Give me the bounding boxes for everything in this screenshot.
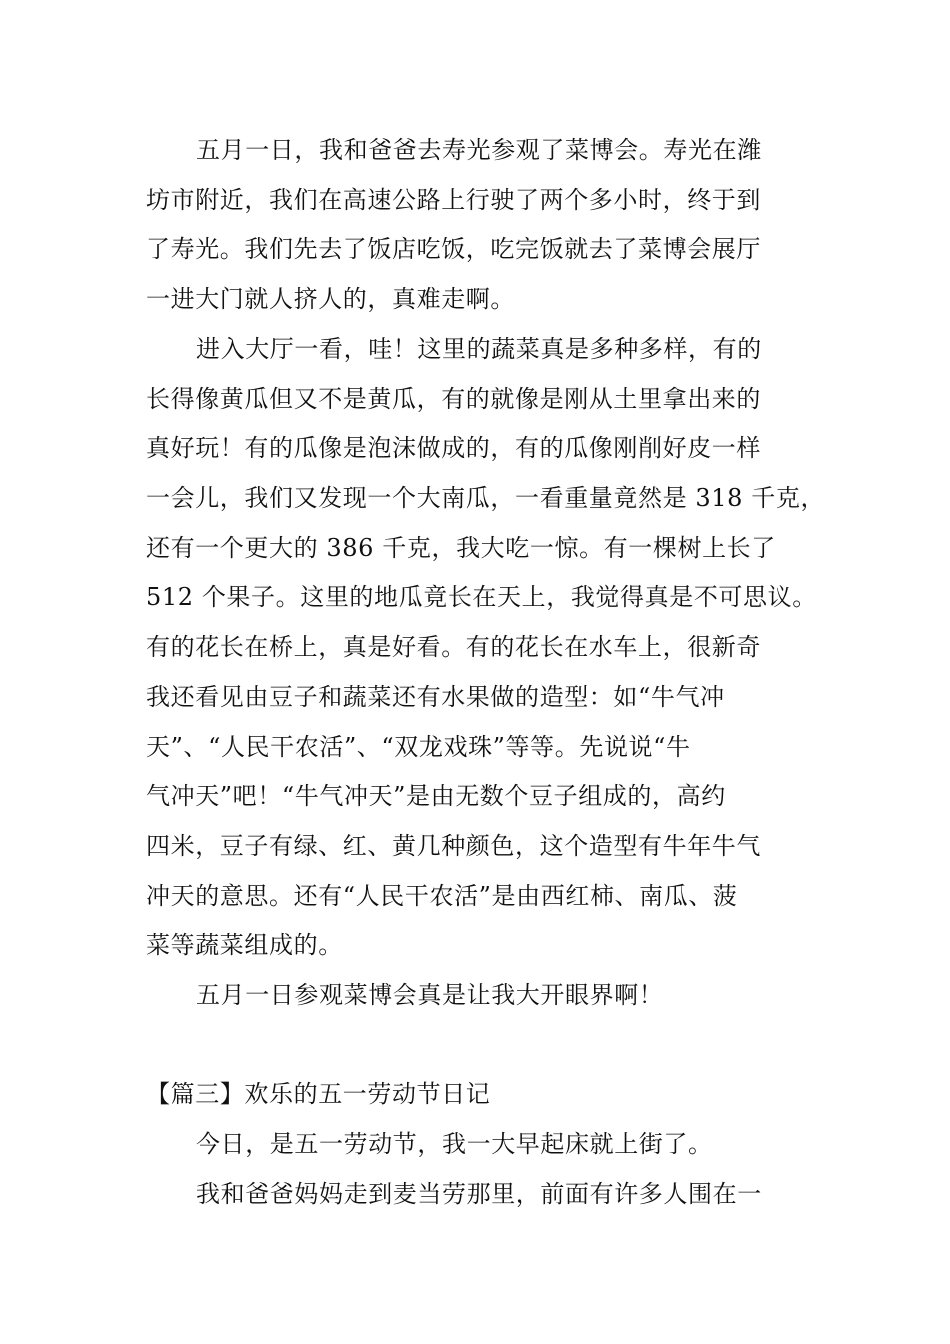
paragraph-3-line-1: 五月一日参观菜博会真是让我大开眼界啊！ <box>196 981 664 1009</box>
paragraph-2-line-3: 真好玩！有的瓜像是泡沫做成的，有的瓜像刚削好皮一样 <box>146 434 761 462</box>
paragraph-2-line-4: 一会儿，我们又发现一个大南瓜，一看重量竟然是 318 千克， <box>146 484 826 512</box>
paragraph-2-line-8: 我还看见由豆子和蔬菜还有水果做的造型：如“牛气冲 <box>146 683 725 711</box>
paragraph-2-line-2: 长得像黄瓜但又不是黄瓜，有的就像是刚从土里拿出来的 <box>146 385 761 413</box>
paragraph-2-line-11: 四米，豆子有绿、红、黄几种颜色，这个造型有牛年牛气 <box>146 832 761 860</box>
paragraph-1-line-4: 一进大门就人挤人的，真难走啊。 <box>146 285 515 313</box>
paragraph-1-line-2: 坊市附近，我们在高速公路上行驶了两个多小时，终于到 <box>146 186 761 214</box>
paragraph-5-line-1: 我和爸爸妈妈走到麦当劳那里，前面有许多人围在一 <box>196 1180 762 1208</box>
paragraph-2-line-9: 天”、“人民干农活”、“双龙戏珠”等等。先说说“牛 <box>146 733 691 761</box>
paragraph-2-line-5: 还有一个更大的 386 千克，我大吃一惊。有一棵树上长了 <box>146 534 776 562</box>
paragraph-4-line-1: 今日，是五一劳动节，我一大早起床就上街了。 <box>196 1130 713 1158</box>
section-heading: 【篇三】欢乐的五一劳动节日记 <box>146 1080 491 1108</box>
paragraph-2-line-7: 有的花长在桥上，真是好看。有的花长在水车上，很新奇 <box>146 633 761 661</box>
paragraph-1-line-3: 了寿光。我们先去了饭店吃饭，吃完饭就去了菜博会展厅 <box>146 235 761 263</box>
paragraph-2-line-13: 菜等蔬菜组成的。 <box>146 931 343 959</box>
paragraph-2-line-12: 冲天的意思。还有“人民干农活”是由西红柿、南瓜、菠 <box>146 882 738 910</box>
paragraph-2-line-1: 进入大厅一看，哇！这里的蔬菜真是多种多样，有的 <box>196 335 762 363</box>
paragraph-2-line-10: 气冲天”吧！“牛气冲天”是由无数个豆子组成的，高约 <box>146 782 726 810</box>
paragraph-2-line-6: 512 个果子。这里的地瓜竟长在天上，我觉得真是不可思议。 <box>146 583 817 611</box>
paragraph-1-line-1: 五月一日，我和爸爸去寿光参观了菜博会。寿光在潍 <box>196 136 762 164</box>
